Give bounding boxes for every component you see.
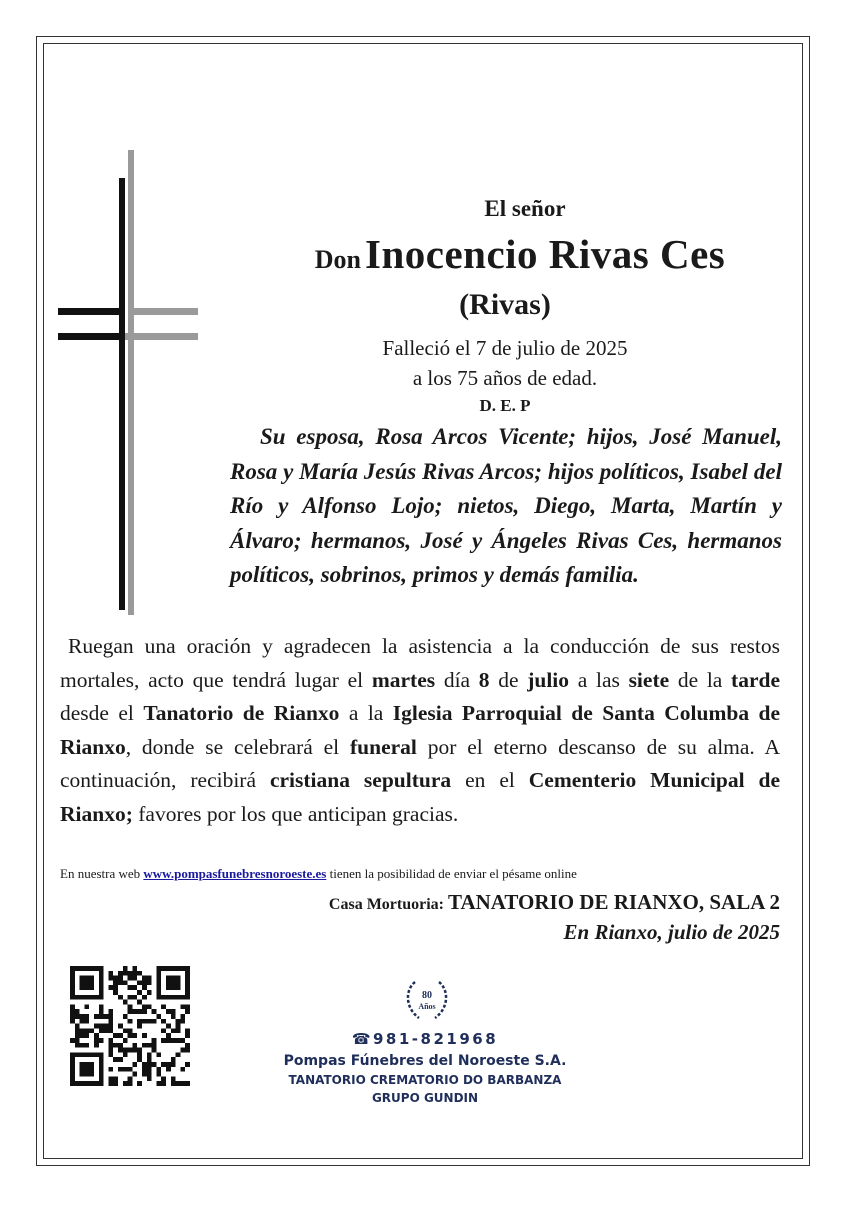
qr-module [113, 1081, 118, 1086]
cross-gray-horizontal-top [128, 308, 198, 315]
qr-module [128, 985, 133, 990]
qr-module [123, 966, 128, 971]
qr-module [70, 1009, 75, 1014]
qr-module [99, 1028, 104, 1033]
qr-module [152, 1009, 157, 1014]
qr-module [142, 995, 147, 1000]
website-link[interactable]: www.pompasfunebresnoroeste.es [143, 866, 327, 881]
qr-module [180, 1038, 185, 1043]
qr-module [137, 1019, 142, 1024]
qr-module [75, 1038, 80, 1043]
qr-module [108, 1009, 113, 1014]
qr-module [137, 1057, 142, 1062]
qr-module [176, 1038, 181, 1043]
main-bold-7: Iglesia Parroquial de Santa Columba de Rianxo [60, 701, 780, 759]
qr-module [99, 1004, 104, 1009]
phone-icon: ☎ [351, 1030, 373, 1048]
qr-module [156, 1081, 161, 1086]
qr-module [166, 1062, 171, 1067]
qr-module [104, 1028, 109, 1033]
qr-module [142, 1067, 147, 1072]
qr-module [171, 1081, 176, 1086]
qr-module [137, 1024, 142, 1029]
qr-module [123, 1052, 128, 1057]
qr-module [94, 1024, 99, 1029]
qr-module [185, 1081, 190, 1086]
qr-module [113, 980, 118, 985]
qr-module [180, 1004, 185, 1009]
web-notice [60, 866, 780, 882]
qr-module [108, 1019, 113, 1024]
death-date: Falleció el 7 de julio de 2025 [382, 336, 628, 360]
qr-module [128, 1067, 133, 1072]
qr-module [104, 1024, 109, 1029]
main-bold-4: siete [628, 667, 670, 692]
qr-module [171, 1062, 176, 1067]
qr-module [108, 976, 113, 981]
group-name: GRUPO GUNDIN [371, 1091, 479, 1105]
qr-module [142, 985, 147, 990]
qr-module [108, 1014, 113, 1019]
qr-module [137, 990, 142, 995]
qr-module [128, 995, 133, 1000]
main-text-10: en el [451, 768, 529, 792]
qr-module [132, 971, 137, 976]
emblem-text: Años [418, 1002, 436, 1011]
qr-module [89, 1028, 94, 1033]
qr-module [118, 1067, 123, 1072]
qr-module [123, 1067, 128, 1072]
main-text-6: desde el [60, 701, 144, 725]
place-date: En Rianxo, julio de 2025 [563, 920, 780, 944]
web-suffix: tienen la posibilidad de enviar el pésame online [326, 866, 577, 881]
qr-module [75, 1014, 80, 1019]
family-paragraph: Su esposa, Rosa Arcos Vicente; hijos, José Manuel, Rosa y María Jesús Rivas Arcos; hijos políticos, Isabel del Río y Alfonso Lojo; nietos, Diego, Marta, Martín y Álvaro; hermanos, José y Ángeles Rivas Ces, hermanos políticos, sobrinos, primos y demás familia. [230, 424, 782, 587]
qr-module [84, 1028, 89, 1033]
qr-module [108, 1024, 113, 1029]
qr-module [176, 1019, 181, 1024]
qr-module [94, 1043, 99, 1048]
qr-module [137, 1000, 142, 1005]
main-bold-6: Tanatorio de Rianxo [143, 701, 340, 725]
qr-module [161, 1019, 166, 1024]
qr-module [132, 1062, 137, 1067]
qr-module [113, 1043, 118, 1048]
phone-line [300, 1030, 550, 1048]
qr-module [108, 1067, 113, 1072]
main-text-1: Ruegan una oración y agradecen la asistencia a la conducción de sus restos mortales, acto que tendrá lugar el [60, 634, 780, 692]
qr-module [166, 1038, 171, 1043]
qr-module [180, 1019, 185, 1024]
qr-module [84, 1004, 89, 1009]
qr-module [128, 1004, 133, 1009]
qr-module [137, 1081, 142, 1086]
qr-module [142, 976, 147, 981]
qr-module [180, 1048, 185, 1053]
name-full: Inocencio Rivas Ces [364, 231, 726, 277]
qr-module [123, 1048, 128, 1053]
qr-module [161, 1004, 166, 1009]
qr-module [147, 1072, 152, 1077]
cross-gray-vertical [128, 150, 134, 615]
qr-module [171, 1009, 176, 1014]
qr-module [123, 1014, 128, 1019]
qr-module [128, 976, 133, 981]
qr-module [84, 1043, 89, 1048]
qr-module [80, 1033, 85, 1038]
qr-module [176, 1028, 181, 1033]
qr-module [123, 1028, 128, 1033]
qr-module [147, 1067, 152, 1072]
qr-module [171, 1057, 176, 1062]
qr-module [128, 1076, 133, 1081]
qr-module [80, 1043, 85, 1048]
main-text-7: a la [339, 701, 393, 725]
qr-module [185, 1004, 190, 1009]
qr-module [180, 1067, 185, 1072]
main-text-4: a las [569, 667, 629, 692]
qr-module [137, 1052, 142, 1057]
qr-module [80, 1019, 85, 1024]
qr-module [166, 1009, 171, 1014]
funeral-home-line [240, 890, 780, 915]
qr-module [132, 1009, 137, 1014]
qr-module [142, 1072, 147, 1077]
main-text-2: día [435, 667, 479, 692]
qr-module [185, 1062, 190, 1067]
qr-module [142, 1004, 147, 1009]
qr-module [108, 1038, 113, 1043]
funeral-home-label: Casa Mortuoria: [328, 896, 449, 913]
qr-module [142, 1033, 147, 1038]
qr-module [156, 1014, 161, 1019]
qr-code-icon[interactable] [70, 966, 190, 1086]
main-text-5: de la [669, 667, 732, 692]
qr-finder-inner [166, 976, 180, 990]
laurel-left [408, 982, 419, 1018]
qr-module [113, 985, 118, 990]
qr-module [132, 976, 137, 981]
qr-module [123, 971, 128, 976]
qr-module [118, 1024, 123, 1029]
qr-module [132, 1048, 137, 1053]
name-alias: (Rivas) [459, 288, 551, 321]
qr-module [108, 985, 113, 990]
qr-module [123, 1000, 128, 1005]
qr-module [118, 1043, 123, 1048]
qr-module [70, 1014, 75, 1019]
qr-module [152, 1062, 157, 1067]
main-text-11: favores por los que anticipan gracias. [132, 801, 459, 826]
qr-module [147, 1062, 152, 1067]
qr-module [80, 1028, 85, 1033]
qr-module [137, 1009, 142, 1014]
qr-module [171, 1028, 176, 1033]
qr-module [161, 1028, 166, 1033]
main-bold-2: 8 [478, 667, 490, 692]
qr-module [147, 1052, 152, 1057]
cross-black-vertical [119, 178, 125, 610]
qr-module [180, 1014, 185, 1019]
qr-finder-inner [80, 976, 94, 990]
qr-module [113, 1057, 118, 1062]
qr-module [118, 1033, 123, 1038]
main-bold-10: Cementerio Municipal de Rianxo; [60, 768, 780, 826]
qr-module [128, 1081, 133, 1086]
qr-module [152, 1048, 157, 1053]
qr-module [113, 990, 118, 995]
qr-module [142, 1062, 147, 1067]
qr-module [108, 1076, 113, 1081]
main-bold-3: julio [527, 667, 570, 692]
qr-module [132, 1072, 137, 1077]
qr-module [142, 1043, 147, 1048]
main-bold-5: tarde [731, 667, 780, 692]
qr-module [80, 1014, 85, 1019]
qr-module [123, 1081, 128, 1086]
laurel-right [435, 982, 446, 1018]
qr-module [75, 1009, 80, 1014]
qr-module [118, 1048, 123, 1053]
qr-module [75, 1028, 80, 1033]
main-text-3: de [489, 667, 528, 692]
qr-module [171, 1014, 176, 1019]
qr-module [99, 1014, 104, 1019]
qr-module [123, 1038, 128, 1043]
qr-module [156, 1072, 161, 1077]
qr-module [84, 1014, 89, 1019]
qr-module [180, 1081, 185, 1086]
qr-module [108, 1028, 113, 1033]
qr-module [75, 1033, 80, 1038]
qr-module [147, 1019, 152, 1024]
qr-module [152, 1019, 157, 1024]
qr-module [147, 1076, 152, 1081]
qr-module [118, 1057, 123, 1062]
qr-module [147, 1043, 152, 1048]
qr-module [185, 1033, 190, 1038]
qr-module [118, 995, 123, 1000]
qr-module [99, 1024, 104, 1029]
deceased-name [250, 230, 790, 278]
qr-module [128, 971, 133, 976]
main-bold-8: funeral [350, 734, 417, 759]
qr-module [70, 1019, 75, 1024]
qr-module [132, 985, 137, 990]
cross-icon [58, 150, 198, 615]
web-prefix: En nuestra web [60, 866, 144, 881]
qr-module [104, 1014, 109, 1019]
main-bold-9: cristiana sepultura [269, 768, 452, 792]
qr-finder-inner [80, 1062, 94, 1076]
qr-module [185, 1048, 190, 1053]
qr-module [142, 1009, 147, 1014]
main-text-8: , donde se celebrará el [125, 734, 350, 759]
qr-module [118, 976, 123, 981]
qr-module [137, 1048, 142, 1053]
qr-module [108, 1043, 113, 1048]
age-line: a los 75 años de edad. [412, 366, 598, 390]
qr-module [84, 1033, 89, 1038]
cross-black-horizontal-bottom [58, 333, 125, 340]
qr-module [147, 1004, 152, 1009]
phone-number[interactable]: 981-821968 [373, 1030, 499, 1048]
qr-module [161, 1062, 166, 1067]
qr-module [128, 1019, 133, 1024]
qr-module [84, 1019, 89, 1024]
qr-module [132, 995, 137, 1000]
qr-module [156, 1067, 161, 1072]
qr-module [176, 1052, 181, 1057]
qr-module [147, 980, 152, 985]
funeral-home-value: TANATORIO DE RIANXO, SALA 2 [448, 890, 780, 914]
qr-module [185, 1009, 190, 1014]
qr-module [176, 1081, 181, 1086]
main-text-9: por el eterno descanso de su alma. A continuación, recibirá [60, 734, 780, 792]
qr-module [142, 980, 147, 985]
qr-module [171, 1076, 176, 1081]
qr-module [128, 1009, 133, 1014]
qr-module [147, 976, 152, 981]
qr-module [99, 1038, 104, 1043]
qr-module [108, 1048, 113, 1053]
main-bold-1: martes [371, 667, 436, 692]
qr-module [166, 1067, 171, 1072]
qr-module [171, 1038, 176, 1043]
qr-module [113, 1033, 118, 1038]
dep-abbrev: D. E. P [479, 396, 531, 415]
qr-module [147, 1057, 152, 1062]
qr-module [99, 1009, 104, 1014]
qr-module [185, 1028, 190, 1033]
name-prefix: Don [314, 245, 361, 274]
qr-module [166, 1033, 171, 1038]
company-name: Pompas Fúnebres del Noroeste S.A. [283, 1053, 567, 1069]
qr-module [137, 980, 142, 985]
qr-module [94, 1038, 99, 1043]
qr-module [132, 966, 137, 971]
qr-module [161, 1081, 166, 1086]
qr-module [132, 1033, 137, 1038]
qr-module [108, 971, 113, 976]
qr-module [128, 1033, 133, 1038]
emblem-number: 80 [422, 990, 432, 1001]
qr-module [137, 971, 142, 976]
qr-module [161, 1076, 166, 1081]
qr-module [176, 1024, 181, 1029]
qr-module [142, 1019, 147, 1024]
qr-module [118, 980, 123, 985]
qr-module [147, 990, 152, 995]
cross-black-horizontal-top [58, 308, 125, 315]
intro-title: El señor [484, 196, 566, 221]
qr-module [152, 1038, 157, 1043]
qr-module [161, 1038, 166, 1043]
qr-module [123, 980, 128, 985]
qr-module [132, 1043, 137, 1048]
qr-module [113, 976, 118, 981]
qr-module [70, 1038, 75, 1043]
qr-module [94, 1014, 99, 1019]
anniversary-emblem-icon [401, 978, 453, 1022]
qr-module [75, 1043, 80, 1048]
crematorium-name: TANATORIO CREMATORIO DO BARBANZA [288, 1073, 562, 1087]
qr-module [113, 1076, 118, 1081]
qr-module [152, 1043, 157, 1048]
qr-module [108, 1052, 113, 1057]
qr-module [108, 1081, 113, 1086]
qr-module [94, 1033, 99, 1038]
qr-module [75, 1024, 80, 1029]
qr-module [156, 1052, 161, 1057]
qr-module [185, 1043, 190, 1048]
qr-module [128, 1048, 133, 1053]
qr-module [166, 1024, 171, 1029]
qr-module [118, 971, 123, 976]
qr-module [70, 1004, 75, 1009]
qr-module [128, 1028, 133, 1033]
ceremony-paragraph [60, 630, 780, 831]
